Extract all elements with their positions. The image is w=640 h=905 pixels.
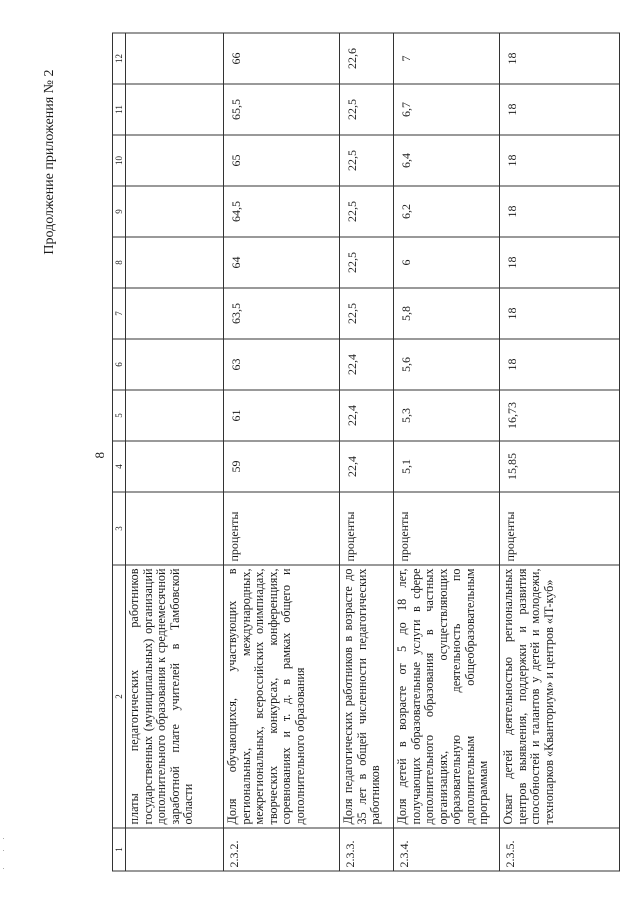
row-value	[126, 339, 224, 390]
row-indicator-text: платы педагогических работников государственных (муниципальных) организаций дополнительного образования к среднемесячной заработной плате учителей в Тамбовской области	[126, 565, 224, 828]
scan-speck	[3, 868, 4, 869]
row-value	[126, 186, 224, 237]
row-value	[126, 288, 224, 339]
continuation-header: Продолжение приложения № 2	[42, 69, 57, 255]
col-number: 7	[113, 288, 126, 339]
row-value	[126, 33, 224, 84]
row-value: 63	[224, 339, 340, 390]
col-number: 12	[113, 33, 126, 84]
row-indicator-text: Охват детей деятельностью региональных центров выявления, поддержки и развития способностей и талантов у детей и молодежи, технопарков «Кванториум» и центров «IT-куб»	[500, 565, 620, 828]
row-value: 18	[500, 135, 620, 186]
row-id	[126, 828, 224, 871]
table-row	[394, 33, 500, 871]
row-id: 2.3.5.	[500, 828, 620, 871]
row-value: 5,1	[394, 441, 500, 492]
col-number: 9	[113, 186, 126, 237]
col-number: 11	[113, 84, 126, 135]
row-value: 61	[224, 390, 340, 441]
row-value: 22,4	[340, 441, 394, 492]
row-indicator-text: Доля педагогических работников в возрасте до 35 лет в общей численности педагогических работников	[340, 565, 394, 828]
row-value: 16,73	[500, 390, 620, 441]
row-value	[126, 390, 224, 441]
col-number: 3	[113, 492, 126, 565]
row-value	[126, 135, 224, 186]
row-value: 64	[224, 237, 340, 288]
row-value: 5,8	[394, 288, 500, 339]
scan-speck	[3, 838, 4, 839]
row-indicator-text: Доля обучающихся, участвующих в региональных, международных, межрегиональных, всероссийских олимпиадах, творческих конкурсах, конференциях, соревнованиях и т. д. в рамках общего и дополнительного образования	[224, 565, 340, 828]
row-value: 22,4	[340, 339, 394, 390]
row-value: 18	[500, 288, 620, 339]
page-number: 8	[92, 452, 107, 459]
col-number: 8	[113, 237, 126, 288]
row-value: 5,6	[394, 339, 500, 390]
row-value: 18	[500, 339, 620, 390]
col-number: 5	[113, 390, 126, 441]
row-value: 6,4	[394, 135, 500, 186]
row-value: 18	[500, 237, 620, 288]
row-unit	[126, 492, 224, 565]
row-unit: проценты	[394, 492, 500, 565]
row-unit: проценты	[224, 492, 340, 565]
table-row	[340, 33, 394, 871]
row-value: 22,5	[340, 84, 394, 135]
row-value: 6,7	[394, 84, 500, 135]
col-number: 2	[113, 565, 126, 828]
table-row	[224, 33, 340, 871]
row-id: 2.3.4.	[394, 828, 500, 871]
row-value: 6,2	[394, 186, 500, 237]
col-number: 1	[113, 828, 126, 871]
row-value: 59	[224, 441, 340, 492]
row-id: 2.3.3.	[340, 828, 394, 871]
row-value: 22,5	[340, 288, 394, 339]
row-id: 2.3.2.	[224, 828, 340, 871]
row-value: 18	[500, 186, 620, 237]
row-value: 15,85	[500, 441, 620, 492]
col-number: 4	[113, 441, 126, 492]
row-indicator-text: Доля детей в возрасте от 5 до 18 лет, получающих образовательные услуги в сфере дополнительного образования в частных организациях, осуществляющих образовательную деятельность по дополнительным общеобразовательным программам	[394, 565, 500, 828]
row-value	[126, 237, 224, 288]
row-value: 18	[500, 33, 620, 84]
col-number: 10	[113, 135, 126, 186]
row-value: 22,5	[340, 186, 394, 237]
row-value: 5,3	[394, 390, 500, 441]
row-value: 66	[224, 33, 340, 84]
row-value	[126, 84, 224, 135]
row-unit: проценты	[500, 492, 620, 565]
table-row	[500, 33, 620, 871]
col-number: 6	[113, 339, 126, 390]
column-number-row	[113, 33, 126, 871]
row-value: 64,5	[224, 186, 340, 237]
row-value: 65,5	[224, 84, 340, 135]
table-row	[126, 33, 224, 871]
row-value: 22,6	[340, 33, 394, 84]
row-unit: проценты	[340, 492, 394, 565]
row-value: 22,4	[340, 390, 394, 441]
indicators-table	[112, 33, 620, 872]
row-value: 65	[224, 135, 340, 186]
row-value: 6	[394, 237, 500, 288]
row-value	[126, 441, 224, 492]
row-value: 18	[500, 84, 620, 135]
scan-speck	[3, 850, 4, 851]
row-value: 63,5	[224, 288, 340, 339]
row-value: 22,5	[340, 135, 394, 186]
row-value: 22,5	[340, 237, 394, 288]
row-value: 7	[394, 33, 500, 84]
